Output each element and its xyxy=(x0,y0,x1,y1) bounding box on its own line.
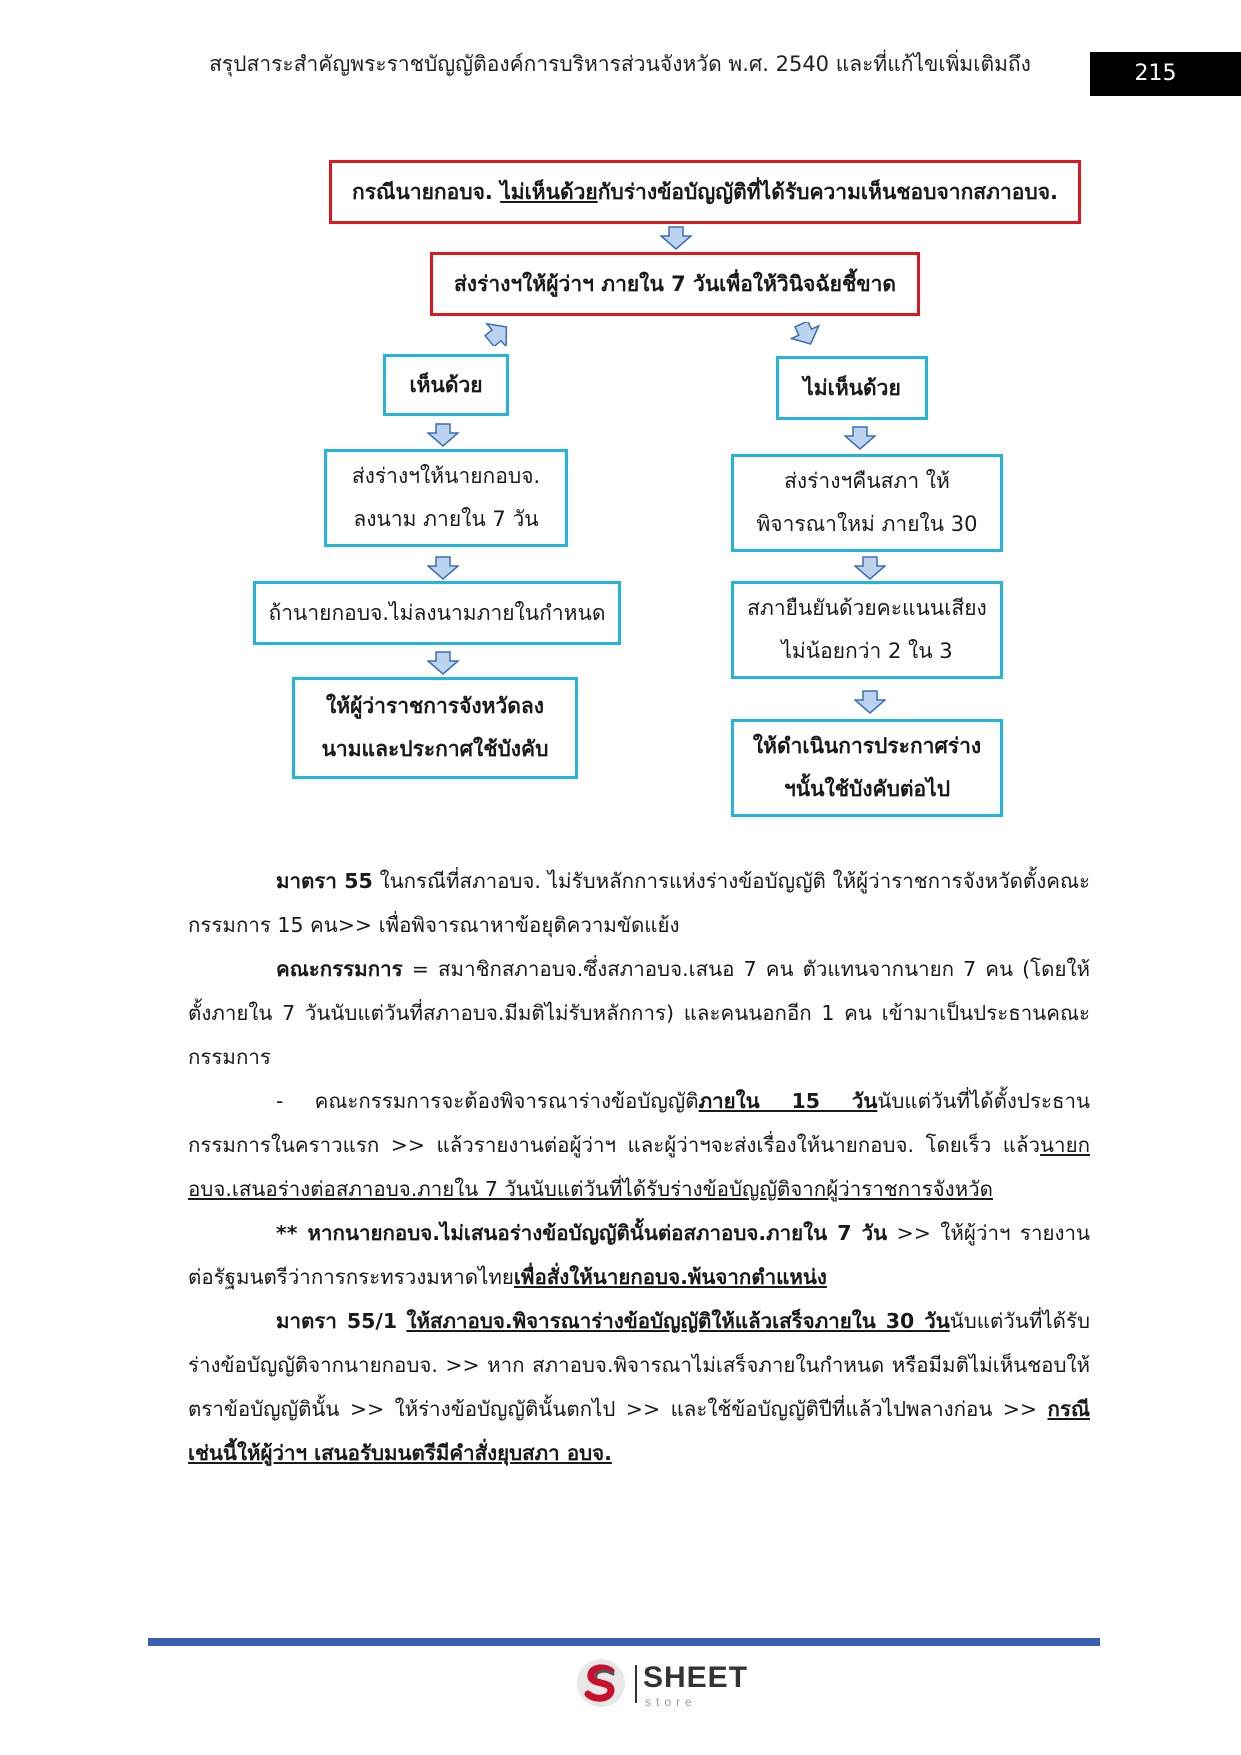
flow-second-box xyxy=(430,252,920,316)
left-step2-box xyxy=(253,581,621,645)
flow-top-underlined: ไม่เห็นด้วย xyxy=(500,179,598,204)
section-55-1-conclusion: กรณีเช่นนี้ให้ผู้ว่าฯ เสนอรับมนตรีมีคำสั่งยุบสภา อบจ. xyxy=(188,1397,1090,1465)
right-step2-box xyxy=(731,581,1003,679)
right-head-box xyxy=(776,356,928,420)
down-arrow-icon xyxy=(854,690,886,714)
right-step1-line1: ส่งร่างฯคืนสภา ให้ xyxy=(784,469,950,493)
left-step3-box xyxy=(292,677,578,779)
running-header: สรุปสาระสำคัญพระราชบัญญัติองค์การบริหารส่วนจังหวัด พ.ศ. 2540 และที่แก้ไขเพิ่มเติมถึง xyxy=(209,52,1031,76)
right-head-text: ไม่เห็นด้วย xyxy=(803,375,901,400)
down-arrow-icon xyxy=(844,426,876,450)
left-step1-box xyxy=(324,449,568,547)
left-step1-line1: ส่งร่างฯให้นายกอบจ. xyxy=(351,464,541,488)
logo-separator xyxy=(635,1665,637,1703)
duty-text-d: นายกอบจ.เสนอร่างต่อสภาอบจ.ภายใน 7 วันนับแต่วันที่ได้รับร่างข้อบัญญัติจากผู้ว่าราชการจังหวัด xyxy=(188,1133,1090,1201)
committee-text: = สมาชิกสภาอบจ.ซึ่งสภาอบจ.เสนอ 7 คน ตัวแทนจากนายก 7 คน (โดยให้ตั้งภายใน 7 วันนับแต่วันที่สภาอบจ.มีมติไม่รับหลักการ) และคนนอกอีก 1 คน เข้ามาเป็นประธานคณะกรรมการ xyxy=(188,957,1090,1069)
paragraph-committee-duty xyxy=(188,1079,1090,1211)
right-step1-box xyxy=(731,454,1003,552)
diagonal-arrow-right-icon xyxy=(790,322,822,346)
left-step3-line2: นามและประกาศใช้บังคับ xyxy=(321,737,549,761)
flow-top-post: กับร่างข้อบัญญัติที่ได้รับความเห็นชอบจากสภาอบจ. xyxy=(597,179,1058,204)
sheet-store-logo xyxy=(575,1655,749,1715)
flow-second-text: ส่งร่างฯให้ผู้ว่าฯ ภายใน 7 วันเพื่อให้วินิจฉัยชี้ขาด xyxy=(453,271,897,296)
left-head-text: เห็นด้วย xyxy=(409,372,483,397)
section-55-1-text: นับแต่วันที่ได้รับร่างข้อบัญญัติจากนายกอบจ. >> หาก สภาอบจ.พิจารณาไม่เสร็จภายในกำหนด หรือมีมติไม่เห็นชอบให้ตราข้อบัญญัตินั้น >> ให้ร่างข้อบัญญัตินั้นตกไป >> และใช้ข้อบัญญัติปีที่แล้วไปพลางก่อน >> xyxy=(188,1309,1090,1421)
committee-label: คณะกรรมการ xyxy=(276,957,403,981)
left-step1-line2: ลงนาม ภายใน 7 วัน xyxy=(353,507,539,531)
page-number: 215 xyxy=(1090,52,1241,96)
warning-bold: ** หากนายกอบจ.ไม่เสนอร่างข้อบัญญัตินั้นต่อสภาอบจ.ภายใน 7 วัน xyxy=(276,1221,888,1245)
left-step2-line1: ถ้านายกอบจ.ไม่ลงนามภายในกำหนด xyxy=(268,600,606,625)
flow-top-box xyxy=(329,160,1081,224)
right-step1-line2: พิจารณาใหม่ ภายใน 30 xyxy=(756,512,978,536)
left-head-box xyxy=(383,354,509,416)
logo-subtext: store xyxy=(645,1695,697,1709)
section-55-1-deadline: ให้สภาอบจ.พิจารณาร่างข้อบัญญัติให้แล้วเสร็จภายใน 30 วัน xyxy=(406,1309,950,1333)
down-arrow-icon xyxy=(427,423,459,447)
paragraph-section-55 xyxy=(188,859,1090,947)
section-55-1-label: มาตรา 55/1 xyxy=(276,1309,398,1333)
section-55-text: ในกรณีที่สภาอบจ. ไม่รับหลักการแห่งร่างข้อบัญญัติ ให้ผู้ว่าราชการจังหวัดตั้งคณะกรรมการ 15 คน>> เพื่อพิจารณาหาข้อยุติความขัดแย้ง xyxy=(188,869,1090,937)
duty-text-a: - คณะกรรมการจะต้องพิจารณาร่างข้อบัญญัติ xyxy=(276,1089,699,1113)
right-step2-line1: สภายืนยันด้วยคะแนนเสียง xyxy=(747,596,987,620)
flow-top-pre: กรณีนายกอบจ. xyxy=(352,179,501,204)
duty-deadline: ภายใน 15 วัน xyxy=(698,1089,878,1113)
right-step3-box xyxy=(731,719,1003,817)
body-text xyxy=(188,859,1090,1475)
footer-rule xyxy=(148,1638,1100,1646)
paragraph-committee xyxy=(188,947,1090,1079)
down-arrow-icon xyxy=(427,651,459,675)
down-arrow-icon xyxy=(427,556,459,580)
right-step3-line1: ให้ดำเนินการประกาศร่าง xyxy=(752,734,982,758)
paragraph-warning xyxy=(188,1211,1090,1299)
down-arrow-icon xyxy=(660,226,692,250)
warning-text: >> ให้ผู้ว่าฯ รายงานต่อรัฐมนตรีว่าการกระทรวงมหาดไทย xyxy=(188,1221,1091,1289)
paragraph-section-55-1 xyxy=(188,1299,1090,1475)
left-step3-line1: ให้ผู้ว่าราชการจังหวัดลง xyxy=(325,694,545,718)
duty-text-c: นับแต่วันที่ได้ตั้งประธานกรรมการในคราวแรก >> แล้วรายงานต่อผู้ว่าฯ และผู้ว่าฯจะส่งเรื่องให้นายกอบจ. โดยเร็ว แล้ว xyxy=(188,1089,1090,1157)
right-step2-line2: ไม่น้อยกว่า 2 ใน 3 xyxy=(781,639,953,663)
logo-text: SHEET xyxy=(643,1661,749,1694)
right-step3-line2: ฯนั้นใช้บังคับต่อไป xyxy=(783,777,951,801)
warning-consequence: เพื่อสั่งให้นายกอบจ.พ้นจากตำแหน่ง xyxy=(513,1265,827,1289)
down-arrow-icon xyxy=(854,556,886,580)
logo-s-icon xyxy=(575,1657,627,1709)
section-55-label: มาตรา 55 xyxy=(276,869,373,893)
diagonal-arrow-left-icon xyxy=(482,322,514,346)
